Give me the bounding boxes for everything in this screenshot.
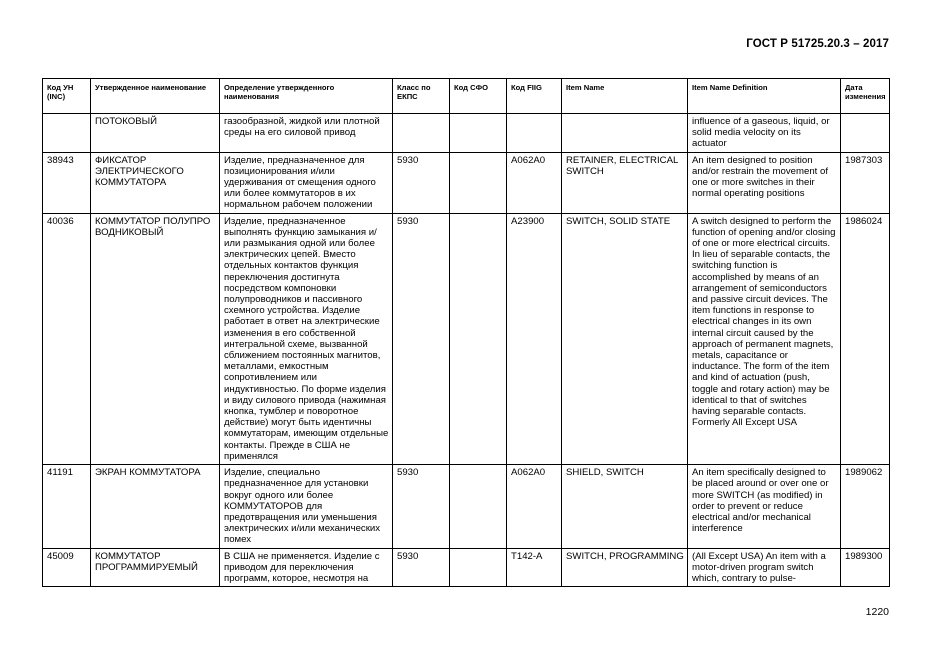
- cell-fiig-code: T142-A: [507, 548, 562, 587]
- cell-approved-name: ФИКСАТОР ЭЛЕКТРИЧЕСКОГО КОММУТАТОРА: [91, 152, 220, 213]
- column-header-class: Класс по ЕКПС: [393, 79, 450, 114]
- cell-change-date: 1989062: [841, 465, 890, 548]
- cell-approved-name: КОММУТАТОР ПОЛУПРОВОДНИКОВЫЙ: [91, 213, 220, 464]
- cell-sfo-code: [450, 548, 507, 587]
- cell-item-definition: A switch designed to perform the function of opening and/or closing of one or more electrical circuits. In lieu of separable contacts, the switching function is accomplished by means of an arrangement of semiconductors and passive circuit devices. The item functions in response to electrical changes in its own internal circuit caused by the approach of permanent magnets, metals, capacitance or inductance. The form of the item and kind of actuation (push, toggle and rotary action) may be identical to that of switches having separable contacts. Formerly All Except USA: [688, 213, 841, 464]
- cell-approved-name: ЭКРАН КОММУТАТОРА: [91, 465, 220, 548]
- cell-class: [393, 114, 450, 153]
- cell-item-definition: influence of a gaseous, liquid, or solid media velocity on its actuator: [688, 114, 841, 153]
- cell-item-definition: An item designed to position and/or restrain the movement of one or more switches in their normal operating positions: [688, 152, 841, 213]
- table-header-row: [43, 79, 890, 114]
- cell-item-name: RETAINER, ELECTRICAL SWITCH: [562, 152, 688, 213]
- table-row: [43, 465, 890, 548]
- cell-inc-code: [43, 114, 91, 153]
- column-header-fiig-code: Код FIIG: [507, 79, 562, 114]
- cell-sfo-code: [450, 152, 507, 213]
- cell-definition: Изделие, специально предназначенное для установки вокруг одного или более КОММУТАТОРОВ для предотвращения или уменьшения электрических и/или механических помех: [220, 465, 393, 548]
- cell-inc-code: 38943: [43, 152, 91, 213]
- cell-definition: Изделие, предназначенное для позиционирования и/или удерживания от смещения одного или более коммутаторов в их нормальном рабочем положении: [220, 152, 393, 213]
- cell-item-definition: (All Except USA) An item with a motor-driven program switch which, contrary to pulse-: [688, 548, 841, 587]
- cell-class: 5930: [393, 548, 450, 587]
- cell-item-name: SHIELD, SWITCH: [562, 465, 688, 548]
- table-row: [43, 548, 890, 587]
- cell-sfo-code: [450, 213, 507, 464]
- cell-fiig-code: [507, 114, 562, 153]
- table-row: [43, 213, 890, 464]
- column-header-approved-name: Утвержденное наименование: [91, 79, 220, 114]
- cell-class: 5930: [393, 213, 450, 464]
- cell-change-date: [841, 114, 890, 153]
- cell-approved-name: ПОТОКОВЫЙ: [91, 114, 220, 153]
- column-header-change-date: Дата изменения: [841, 79, 890, 114]
- nomenclature-table: [42, 78, 890, 587]
- cell-inc-code: 45009: [43, 548, 91, 587]
- column-header-item-name: Item Name: [562, 79, 688, 114]
- cell-fiig-code: A062A0: [507, 465, 562, 548]
- cell-item-name: [562, 114, 688, 153]
- cell-item-name: SWITCH, SOLID STATE: [562, 213, 688, 464]
- cell-sfo-code: [450, 465, 507, 548]
- column-header-item-definition: Item Name Definition: [688, 79, 841, 114]
- cell-inc-code: 41191: [43, 465, 91, 548]
- cell-sfo-code: [450, 114, 507, 153]
- page-number: 1220: [865, 606, 889, 618]
- cell-class: 5930: [393, 152, 450, 213]
- standard-designation: ГОСТ Р 51725.20.3 – 2017: [746, 38, 889, 50]
- cell-inc-code: 40036: [43, 213, 91, 464]
- cell-change-date: 1989300: [841, 548, 890, 587]
- cell-definition: газообразной, жидкой или плотной среды на его силовой привод: [220, 114, 393, 153]
- column-header-definition: Определение утвержденного наименования: [220, 79, 393, 114]
- cell-item-name: SWITCH, PROGRAMMING: [562, 548, 688, 587]
- column-header-inc-code: Код УН (INC): [43, 79, 91, 114]
- cell-fiig-code: A062A0: [507, 152, 562, 213]
- cell-fiig-code: A23900: [507, 213, 562, 464]
- cell-change-date: 1986024: [841, 213, 890, 464]
- column-header-sfo-code: Код СФО: [450, 79, 507, 114]
- cell-definition: Изделие, предназначенное выполнять функцию замыкания и/или размыкания одной или более электрических цепей. Вместо отдельных контактов функция переключения достигнута посредством компоновки полупроводников и пассивного схемного устройства. Изделие работает в ответ на электрические изменения в его собственной интегральной схеме, вызванной сближением постоянных магнитов, металлами, емкостным сопротивлением или индуктивностью. По форме изделия и виду силового привода (нажимная кнопка, тумблер и поворотное действие) могут быть идентичны коммутаторам, имеющим отдельные контакты. Прежде в США не применялся: [220, 213, 393, 464]
- table-row: [43, 152, 890, 213]
- cell-approved-name: КОММУТАТОР ПРОГРАММИРУЕМЫЙ: [91, 548, 220, 587]
- cell-definition: В США не применяется. Изделие с приводом для переключения программ, которое, несмотря на: [220, 548, 393, 587]
- cell-class: 5930: [393, 465, 450, 548]
- cell-change-date: 1987303: [841, 152, 890, 213]
- cell-item-definition: An item specifically designed to be placed around or over one or more SWITCH (as modified) in order to prevent or reduce electrical and/or mechanical interference: [688, 465, 841, 548]
- table-row: [43, 114, 890, 153]
